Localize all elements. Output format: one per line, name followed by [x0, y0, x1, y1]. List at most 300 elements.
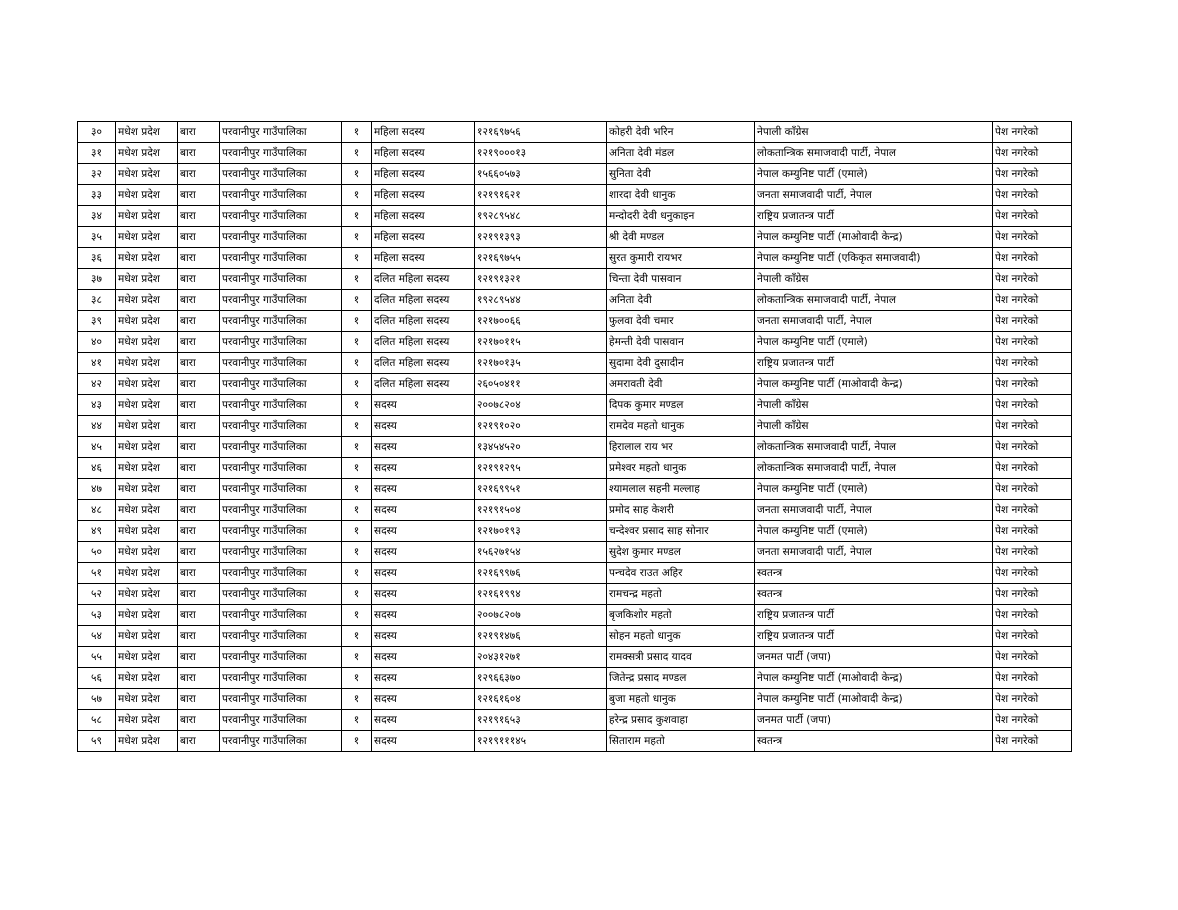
- candidate-name-cell: पन्चदेव राउत अहिर: [607, 563, 755, 584]
- ward-cell: १: [342, 542, 372, 563]
- candidate-name-cell: अमरावती देवी: [607, 374, 755, 395]
- province-cell: मधेश प्रदेश: [116, 563, 178, 584]
- status-cell: पेश नगरेको: [993, 605, 1072, 626]
- province-cell: मधेश प्रदेश: [116, 542, 178, 563]
- party-cell: जनता समाजवादी पार्टी, नेपाल: [755, 542, 993, 563]
- table-row: [78, 143, 1072, 164]
- ward-cell: १: [342, 710, 372, 731]
- district-cell: बारा: [178, 290, 220, 311]
- voter-id-cell: १२१९१६२१: [475, 185, 607, 206]
- voter-id-cell: १२१९१४७६: [475, 626, 607, 647]
- serial-number-cell: ४३: [78, 395, 116, 416]
- status-cell: पेश नगरेको: [993, 290, 1072, 311]
- candidate-name-cell: हिरालाल राय भर: [607, 437, 755, 458]
- municipality-cell: परवानीपुर गाउँपालिका: [220, 332, 342, 353]
- municipality-cell: परवानीपुर गाउँपालिका: [220, 206, 342, 227]
- district-cell: बारा: [178, 416, 220, 437]
- table-row: [78, 353, 1072, 374]
- candidate-name-cell: बुजा महतो धानुक: [607, 689, 755, 710]
- province-cell: मधेश प्रदेश: [116, 521, 178, 542]
- voter-id-cell: १२१६९७५५: [475, 248, 607, 269]
- table-row: [78, 500, 1072, 521]
- party-cell: नेपाल कम्युनिष्ट पार्टी (एमाले): [755, 332, 993, 353]
- party-cell: नेपाल कम्युनिष्ट पार्टी (एमाले): [755, 164, 993, 185]
- district-cell: बारा: [178, 563, 220, 584]
- party-cell: नेपाली काँग्रेस: [755, 269, 993, 290]
- district-cell: बारा: [178, 500, 220, 521]
- province-cell: मधेश प्रदेश: [116, 332, 178, 353]
- municipality-cell: परवानीपुर गाउँपालिका: [220, 311, 342, 332]
- municipality-cell: परवानीपुर गाउँपालिका: [220, 668, 342, 689]
- post-cell: महिला सदस्य: [372, 248, 475, 269]
- province-cell: मधेश प्रदेश: [116, 311, 178, 332]
- table-row: [78, 458, 1072, 479]
- status-cell: पेश नगरेको: [993, 374, 1072, 395]
- serial-number-cell: ५३: [78, 605, 116, 626]
- ward-cell: १: [342, 458, 372, 479]
- post-cell: सदस्य: [372, 689, 475, 710]
- ward-cell: १: [342, 605, 372, 626]
- party-cell: नेपाल कम्युनिष्ट पार्टी (माओवादी केन्द्र): [755, 689, 993, 710]
- district-cell: बारा: [178, 710, 220, 731]
- ward-cell: १: [342, 500, 372, 521]
- ward-cell: १: [342, 479, 372, 500]
- party-cell: राष्ट्रिय प्रजातन्त्र पार्टी: [755, 626, 993, 647]
- serial-number-cell: ३५: [78, 227, 116, 248]
- province-cell: मधेश प्रदेश: [116, 416, 178, 437]
- municipality-cell: परवानीपुर गाउँपालिका: [220, 437, 342, 458]
- table-body: [78, 122, 1072, 752]
- voter-id-cell: १२१७०१९३: [475, 521, 607, 542]
- status-cell: पेश नगरेको: [993, 710, 1072, 731]
- province-cell: मधेश प्रदेश: [116, 479, 178, 500]
- province-cell: मधेश प्रदेश: [116, 227, 178, 248]
- serial-number-cell: ४९: [78, 521, 116, 542]
- candidate-name-cell: चिन्ता देवी पासवान: [607, 269, 755, 290]
- voter-id-cell: १३४५४५२०: [475, 437, 607, 458]
- district-cell: बारा: [178, 143, 220, 164]
- ward-cell: १: [342, 437, 372, 458]
- province-cell: मधेश प्रदेश: [116, 605, 178, 626]
- voter-id-cell: १९२८९५४८: [475, 206, 607, 227]
- post-cell: दलित महिला सदस्य: [372, 332, 475, 353]
- district-cell: बारा: [178, 164, 220, 185]
- candidate-name-cell: बृजकिशोर महतो: [607, 605, 755, 626]
- serial-number-cell: ५५: [78, 647, 116, 668]
- province-cell: मधेश प्रदेश: [116, 353, 178, 374]
- ward-cell: १: [342, 311, 372, 332]
- status-cell: पेश नगरेको: [993, 479, 1072, 500]
- table-row: [78, 731, 1072, 752]
- district-cell: बारा: [178, 374, 220, 395]
- province-cell: मधेश प्रदेश: [116, 290, 178, 311]
- party-cell: नेपाल कम्युनिष्ट पार्टी (एमाले): [755, 521, 993, 542]
- table-row: [78, 521, 1072, 542]
- post-cell: महिला सदस्य: [372, 206, 475, 227]
- serial-number-cell: ४८: [78, 500, 116, 521]
- post-cell: दलित महिला सदस्य: [372, 269, 475, 290]
- voter-id-cell: १२१९१५०४: [475, 500, 607, 521]
- status-cell: पेश नगरेको: [993, 731, 1072, 752]
- post-cell: सदस्य: [372, 605, 475, 626]
- party-cell: जनता समाजवादी पार्टी, नेपाल: [755, 311, 993, 332]
- party-cell: स्वतन्त्र: [755, 731, 993, 752]
- ward-cell: १: [342, 647, 372, 668]
- municipality-cell: परवानीपुर गाउँपालिका: [220, 521, 342, 542]
- district-cell: बारा: [178, 647, 220, 668]
- status-cell: पेश नगरेको: [993, 647, 1072, 668]
- post-cell: महिला सदस्य: [372, 143, 475, 164]
- post-cell: महिला सदस्य: [372, 185, 475, 206]
- status-cell: पेश नगरेको: [993, 542, 1072, 563]
- status-cell: पेश नगरेको: [993, 353, 1072, 374]
- voter-id-cell: १२१७००६६: [475, 311, 607, 332]
- party-cell: नेपाली काँग्रेस: [755, 122, 993, 143]
- ward-cell: १: [342, 353, 372, 374]
- voter-id-cell: १९२८९५४४: [475, 290, 607, 311]
- serial-number-cell: ३८: [78, 290, 116, 311]
- party-cell: राष्ट्रिय प्रजातन्त्र पार्टी: [755, 353, 993, 374]
- candidate-name-cell: अनिता देवी मंडल: [607, 143, 755, 164]
- district-cell: बारा: [178, 521, 220, 542]
- post-cell: सदस्य: [372, 437, 475, 458]
- status-cell: पेश नगरेको: [993, 227, 1072, 248]
- ward-cell: १: [342, 584, 372, 605]
- post-cell: दलित महिला सदस्य: [372, 353, 475, 374]
- serial-number-cell: ५८: [78, 710, 116, 731]
- voter-id-cell: १२९६६३७०: [475, 668, 607, 689]
- province-cell: मधेश प्रदेश: [116, 164, 178, 185]
- ward-cell: १: [342, 521, 372, 542]
- district-cell: बारा: [178, 395, 220, 416]
- table-row: [78, 605, 1072, 626]
- district-cell: बारा: [178, 206, 220, 227]
- candidate-name-cell: सुरत कुमारी रायभर: [607, 248, 755, 269]
- ward-cell: १: [342, 626, 372, 647]
- candidate-name-cell: हरेन्द्र प्रसाद कुशवाहा: [607, 710, 755, 731]
- party-cell: लोकतान्त्रिक समाजवादी पार्टी, नेपाल: [755, 458, 993, 479]
- candidate-name-cell: सिताराम महतो: [607, 731, 755, 752]
- ward-cell: १: [342, 563, 372, 584]
- post-cell: सदस्य: [372, 416, 475, 437]
- province-cell: मधेश प्रदेश: [116, 458, 178, 479]
- ward-cell: १: [342, 668, 372, 689]
- voter-id-cell: १२१६१६०४: [475, 689, 607, 710]
- municipality-cell: परवानीपुर गाउँपालिका: [220, 500, 342, 521]
- voter-id-cell: १२१६९७५६: [475, 122, 607, 143]
- province-cell: मधेश प्रदेश: [116, 689, 178, 710]
- district-cell: बारा: [178, 311, 220, 332]
- voter-id-cell: १२१९१०२०: [475, 416, 607, 437]
- ward-cell: १: [342, 731, 372, 752]
- serial-number-cell: ५१: [78, 563, 116, 584]
- table-row: [78, 437, 1072, 458]
- party-cell: जनता समाजवादी पार्टी, नेपाल: [755, 185, 993, 206]
- province-cell: मधेश प्रदेश: [116, 395, 178, 416]
- party-cell: नेपाली काँग्रेस: [755, 416, 993, 437]
- party-cell: स्वतन्त्र: [755, 584, 993, 605]
- municipality-cell: परवानीपुर गाउँपालिका: [220, 374, 342, 395]
- voter-id-cell: २६०५०४११: [475, 374, 607, 395]
- post-cell: महिला सदस्य: [372, 122, 475, 143]
- candidate-name-cell: प्रमेश्वर महतो धानुक: [607, 458, 755, 479]
- municipality-cell: परवानीपुर गाउँपालिका: [220, 353, 342, 374]
- district-cell: बारा: [178, 332, 220, 353]
- party-cell: लोकतान्त्रिक समाजवादी पार्टी, नेपाल: [755, 290, 993, 311]
- district-cell: बारा: [178, 227, 220, 248]
- party-cell: नेपाल कम्युनिष्ट पार्टी (माओवादी केन्द्र): [755, 668, 993, 689]
- municipality-cell: परवानीपुर गाउँपालिका: [220, 542, 342, 563]
- ward-cell: १: [342, 332, 372, 353]
- table-row: [78, 311, 1072, 332]
- table-row: [78, 563, 1072, 584]
- table-row: [78, 584, 1072, 605]
- table-row: [78, 668, 1072, 689]
- serial-number-cell: ५९: [78, 731, 116, 752]
- post-cell: सदस्य: [372, 458, 475, 479]
- serial-number-cell: ३०: [78, 122, 116, 143]
- status-cell: पेश नगरेको: [993, 164, 1072, 185]
- status-cell: पेश नगरेको: [993, 311, 1072, 332]
- serial-number-cell: ४४: [78, 416, 116, 437]
- province-cell: मधेश प्रदेश: [116, 374, 178, 395]
- province-cell: मधेश प्रदेश: [116, 437, 178, 458]
- province-cell: मधेश प्रदेश: [116, 668, 178, 689]
- candidate-name-cell: प्रमोद साह केशरी: [607, 500, 755, 521]
- candidate-name-cell: रामक्सत्री प्रसाद यादव: [607, 647, 755, 668]
- status-cell: पेश नगरेको: [993, 437, 1072, 458]
- serial-number-cell: ४१: [78, 353, 116, 374]
- voter-id-cell: २००७८२०७: [475, 605, 607, 626]
- party-cell: लोकतान्त्रिक समाजवादी पार्टी, नेपाल: [755, 437, 993, 458]
- municipality-cell: परवानीपुर गाउँपालिका: [220, 563, 342, 584]
- ward-cell: १: [342, 248, 372, 269]
- party-cell: नेपाल कम्युनिष्ट पार्टी (एमाले): [755, 479, 993, 500]
- ward-cell: १: [342, 206, 372, 227]
- municipality-cell: परवानीपुर गाउँपालिका: [220, 710, 342, 731]
- candidate-name-cell: शारदा देवी धानुक: [607, 185, 755, 206]
- district-cell: बारा: [178, 584, 220, 605]
- status-cell: पेश नगरेको: [993, 395, 1072, 416]
- table-row: [78, 164, 1072, 185]
- table-row: [78, 416, 1072, 437]
- voter-id-cell: २०४३१२७१: [475, 647, 607, 668]
- ward-cell: १: [342, 164, 372, 185]
- serial-number-cell: ४६: [78, 458, 116, 479]
- municipality-cell: परवानीपुर गाउँपालिका: [220, 458, 342, 479]
- voter-id-cell: १२१६९९७६: [475, 563, 607, 584]
- province-cell: मधेश प्रदेश: [116, 584, 178, 605]
- ward-cell: १: [342, 269, 372, 290]
- post-cell: दलित महिला सदस्य: [372, 374, 475, 395]
- province-cell: मधेश प्रदेश: [116, 122, 178, 143]
- ward-cell: १: [342, 416, 372, 437]
- municipality-cell: परवानीपुर गाउँपालिका: [220, 416, 342, 437]
- status-cell: पेश नगरेको: [993, 269, 1072, 290]
- district-cell: बारा: [178, 668, 220, 689]
- post-cell: सदस्य: [372, 668, 475, 689]
- province-cell: मधेश प्रदेश: [116, 500, 178, 521]
- province-cell: मधेश प्रदेश: [116, 269, 178, 290]
- table-row: [78, 290, 1072, 311]
- party-cell: स्वतन्त्र: [755, 563, 993, 584]
- voter-id-cell: २००७८२०४: [475, 395, 607, 416]
- serial-number-cell: ५७: [78, 689, 116, 710]
- table-row: [78, 185, 1072, 206]
- district-cell: बारा: [178, 626, 220, 647]
- district-cell: बारा: [178, 122, 220, 143]
- voter-id-cell: १२१९१११४५: [475, 731, 607, 752]
- voter-id-cell: १२१९१६५३: [475, 710, 607, 731]
- post-cell: सदस्य: [372, 521, 475, 542]
- district-cell: बारा: [178, 458, 220, 479]
- serial-number-cell: ५०: [78, 542, 116, 563]
- serial-number-cell: ४७: [78, 479, 116, 500]
- candidate-name-cell: सुदेश कुमार मण्डल: [607, 542, 755, 563]
- district-cell: बारा: [178, 248, 220, 269]
- province-cell: मधेश प्रदेश: [116, 731, 178, 752]
- post-cell: सदस्य: [372, 542, 475, 563]
- candidate-name-cell: फुलवा देवी चमार: [607, 311, 755, 332]
- post-cell: सदस्य: [372, 710, 475, 731]
- district-cell: बारा: [178, 542, 220, 563]
- table-row: [78, 647, 1072, 668]
- serial-number-cell: ३१: [78, 143, 116, 164]
- table-row: [78, 269, 1072, 290]
- serial-number-cell: ३७: [78, 269, 116, 290]
- serial-number-cell: ३३: [78, 185, 116, 206]
- serial-number-cell: ४२: [78, 374, 116, 395]
- serial-number-cell: ४५: [78, 437, 116, 458]
- serial-number-cell: ५६: [78, 668, 116, 689]
- ward-cell: १: [342, 227, 372, 248]
- ward-cell: १: [342, 143, 372, 164]
- table-row: [78, 374, 1072, 395]
- table-row: [78, 122, 1072, 143]
- candidate-name-cell: रामदेव महतो धानुक: [607, 416, 755, 437]
- municipality-cell: परवानीपुर गाउँपालिका: [220, 269, 342, 290]
- status-cell: पेश नगरेको: [993, 668, 1072, 689]
- voter-id-cell: १२१९१२९५: [475, 458, 607, 479]
- status-cell: पेश नगरेको: [993, 689, 1072, 710]
- voter-id-cell: १२१७०११५: [475, 332, 607, 353]
- status-cell: पेश नगरेको: [993, 416, 1072, 437]
- municipality-cell: परवानीपुर गाउँपालिका: [220, 185, 342, 206]
- status-cell: पेश नगरेको: [993, 458, 1072, 479]
- party-cell: नेपाली काँग्रेस: [755, 395, 993, 416]
- municipality-cell: परवानीपुर गाउँपालिका: [220, 479, 342, 500]
- serial-number-cell: ५४: [78, 626, 116, 647]
- candidate-name-cell: रामचन्द्र महतो: [607, 584, 755, 605]
- post-cell: सदस्य: [372, 626, 475, 647]
- candidate-name-cell: दिपक कुमार मण्डल: [607, 395, 755, 416]
- status-cell: पेश नगरेको: [993, 122, 1072, 143]
- municipality-cell: परवानीपुर गाउँपालिका: [220, 647, 342, 668]
- post-cell: सदस्य: [372, 731, 475, 752]
- post-cell: सदस्य: [372, 584, 475, 605]
- district-cell: बारा: [178, 437, 220, 458]
- province-cell: मधेश प्रदेश: [116, 647, 178, 668]
- candidate-name-cell: अनिता देवी: [607, 290, 755, 311]
- district-cell: बारा: [178, 731, 220, 752]
- district-cell: बारा: [178, 479, 220, 500]
- municipality-cell: परवानीपुर गाउँपालिका: [220, 143, 342, 164]
- serial-number-cell: ५२: [78, 584, 116, 605]
- voter-id-cell: १२१६१९९४: [475, 584, 607, 605]
- table-row: [78, 479, 1072, 500]
- party-cell: राष्ट्रिय प्रजातन्त्र पार्टी: [755, 605, 993, 626]
- voter-id-cell: १२१९०००१३: [475, 143, 607, 164]
- status-cell: पेश नगरेको: [993, 143, 1072, 164]
- candidate-name-cell: मन्दोदरी देवी धनुकाइन: [607, 206, 755, 227]
- candidate-name-cell: श्री देवी मण्डल: [607, 227, 755, 248]
- status-cell: पेश नगरेको: [993, 332, 1072, 353]
- voter-id-cell: १५६२७१५४: [475, 542, 607, 563]
- party-cell: जनता समाजवादी पार्टी, नेपाल: [755, 500, 993, 521]
- table-row: [78, 248, 1072, 269]
- post-cell: सदस्य: [372, 563, 475, 584]
- ward-cell: १: [342, 689, 372, 710]
- ward-cell: १: [342, 122, 372, 143]
- district-cell: बारा: [178, 269, 220, 290]
- status-cell: पेश नगरेको: [993, 248, 1072, 269]
- voter-id-cell: १५६६०५७३: [475, 164, 607, 185]
- party-cell: नेपाल कम्युनिष्ट पार्टी (माओवादी केन्द्र): [755, 227, 993, 248]
- table-row: [78, 626, 1072, 647]
- post-cell: महिला सदस्य: [372, 227, 475, 248]
- municipality-cell: परवानीपुर गाउँपालिका: [220, 584, 342, 605]
- table-row: [78, 332, 1072, 353]
- candidate-name-cell: जितेन्द्र प्रसाद मण्डल: [607, 668, 755, 689]
- party-cell: नेपाल कम्युनिष्ट पार्टी (माओवादी केन्द्र): [755, 374, 993, 395]
- municipality-cell: परवानीपुर गाउँपालिका: [220, 290, 342, 311]
- district-cell: बारा: [178, 689, 220, 710]
- voter-id-cell: १२१९१३९३: [475, 227, 607, 248]
- party-cell: नेपाल कम्युनिष्ट पार्टी (एकिकृत समाजवादी): [755, 248, 993, 269]
- status-cell: पेश नगरेको: [993, 206, 1072, 227]
- serial-number-cell: ३४: [78, 206, 116, 227]
- province-cell: मधेश प्रदेश: [116, 206, 178, 227]
- ward-cell: १: [342, 185, 372, 206]
- status-cell: पेश नगरेको: [993, 500, 1072, 521]
- candidate-name-cell: कोहरी देवी भरिन: [607, 122, 755, 143]
- table-row: [78, 227, 1072, 248]
- province-cell: मधेश प्रदेश: [116, 710, 178, 731]
- district-cell: बारा: [178, 353, 220, 374]
- serial-number-cell: ४०: [78, 332, 116, 353]
- post-cell: सदस्य: [372, 500, 475, 521]
- ward-cell: १: [342, 395, 372, 416]
- table-row: [78, 710, 1072, 731]
- municipality-cell: परवानीपुर गाउँपालिका: [220, 227, 342, 248]
- candidate-name-cell: सुदामा देवी दुसादीन: [607, 353, 755, 374]
- municipality-cell: परवानीपुर गाउँपालिका: [220, 689, 342, 710]
- municipality-cell: परवानीपुर गाउँपालिका: [220, 731, 342, 752]
- party-cell: राष्ट्रिय प्रजातन्त्र पार्टी: [755, 206, 993, 227]
- party-cell: जनमत पार्टी (जपा): [755, 647, 993, 668]
- ward-cell: १: [342, 374, 372, 395]
- municipality-cell: परवानीपुर गाउँपालिका: [220, 164, 342, 185]
- province-cell: मधेश प्रदेश: [116, 626, 178, 647]
- serial-number-cell: ३६: [78, 248, 116, 269]
- municipality-cell: परवानीपुर गाउँपालिका: [220, 122, 342, 143]
- voter-id-cell: १२१७०१३५: [475, 353, 607, 374]
- party-cell: लोकतान्त्रिक समाजवादी पार्टी, नेपाल: [755, 143, 993, 164]
- table-row: [78, 206, 1072, 227]
- province-cell: मधेश प्रदेश: [116, 143, 178, 164]
- candidate-name-cell: सोहन महतो धानुक: [607, 626, 755, 647]
- municipality-cell: परवानीपुर गाउँपालिका: [220, 248, 342, 269]
